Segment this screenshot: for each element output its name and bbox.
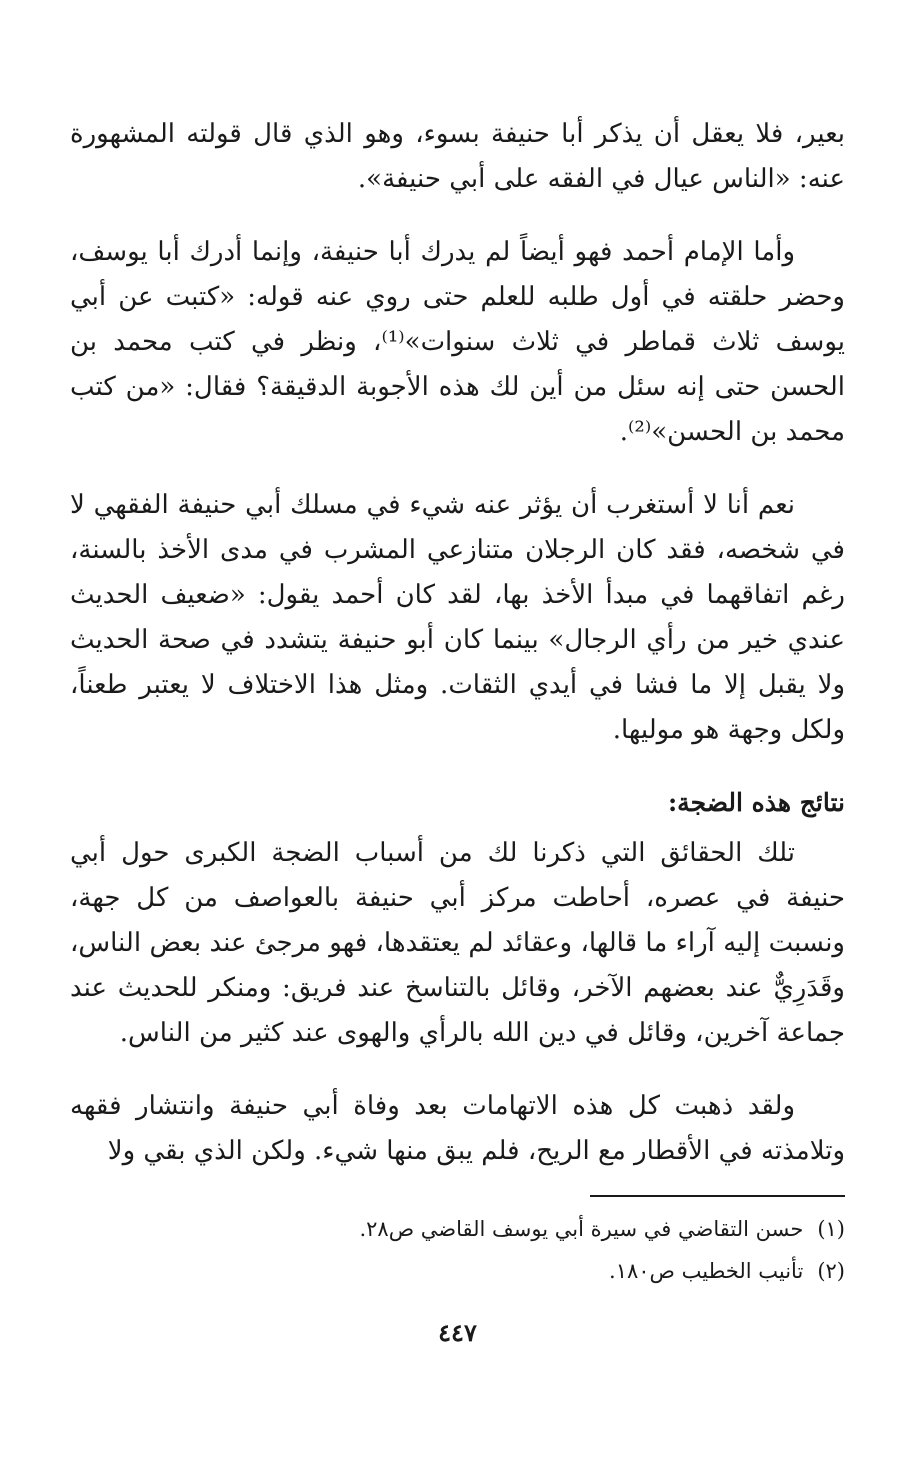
- footnote-number: (١): [817, 1217, 845, 1241]
- footnote-separator: [590, 1195, 845, 1197]
- footnote-2: [70, 1250, 845, 1292]
- section-heading: نتائج هذه الضجة:: [667, 788, 845, 817]
- paragraph-4: تلك الحقائق التي ذكرنا لك من أسباب الضجة الكبرى حول أبي حنيفة في عصره، أحاطت مركز أبي حنيفة بالعواصف من كل جهة، ونسبت إليه آراء ما قالها، وعقائد لم يعتقدها، فهو مرجئ عند بعض الناس، وقَدَرِيٌّ عند بعضهم الآخر، وقائل بالتناسخ عند فريق: ومنكر للحديث عند جماعة آخرين، وقائل في دين الله بالرأي والهوى عند كثير من الناس.: [70, 838, 845, 1048]
- footnote-1: [70, 1208, 845, 1250]
- page-number: ٤٤٧: [438, 1318, 477, 1347]
- paragraph-3: نعم أنا لا أستغرب أن يؤثر عنه شيء في مسلك أبي حنيفة الفقهي لا في شخصه، فقد كان الرجلان متنازعي المشرب في مدى الأخذ بالسنة، رغم اتفاقهما في مبدأ الأخذ بها، لقد كان أحمد يقول: «ضعيف الحديث عندي خير من رأي الرجال» بينما كان أبو حنيفة يتشدد في صحة الحديث ولا يقبل إلا ما فشا في أيدي الثقات. ومثل هذا الاختلاف لا يعتبر طعناً، ولكل وجهة هو موليها.: [70, 490, 845, 745]
- paragraph-1: بعير، فلا يعقل أن يذكر أبا حنيفة بسوء، وهو الذي قال قولته المشهورة عنه: «الناس عيال في الفقه على أبي حنيفة».: [70, 119, 845, 194]
- footnote-text: تأنيب الخطيب ص١٨٠.: [609, 1259, 804, 1283]
- main-text: [70, 112, 845, 1202]
- footnotes: [70, 1208, 845, 1292]
- paragraph-2: وأما الإمام أحمد فهو أيضاً لم يدرك أبا حنيفة، وإنما أدرك أبا يوسف، وحضر حلقته في أول طلبه للعلم حتى روي عنه قوله: «كتبت عن أبي يوسف ثلاث قماطر في ثلاث سنوات»⁽¹⁾، ونظر في كتب محمد بن الحسن حتى إنه سئل من أين لك هذه الأجوبة الدقيقة؟ فقال: «من كتب محمد بن الحسن»⁽²⁾.: [70, 237, 845, 447]
- footnote-text: حسن التقاضي في سيرة أبي يوسف القاضي ص٢٨.: [359, 1217, 804, 1241]
- footnote-number: (٢): [817, 1259, 845, 1283]
- paragraph-5: ولقد ذهبت كل هذه الاتهامات بعد وفاة أبي حنيفة وانتشار فقهه وتلامذته في الأقطار مع الريح، فلم يبق منها شيء. ولكن الذي بقي ولا: [70, 1091, 845, 1166]
